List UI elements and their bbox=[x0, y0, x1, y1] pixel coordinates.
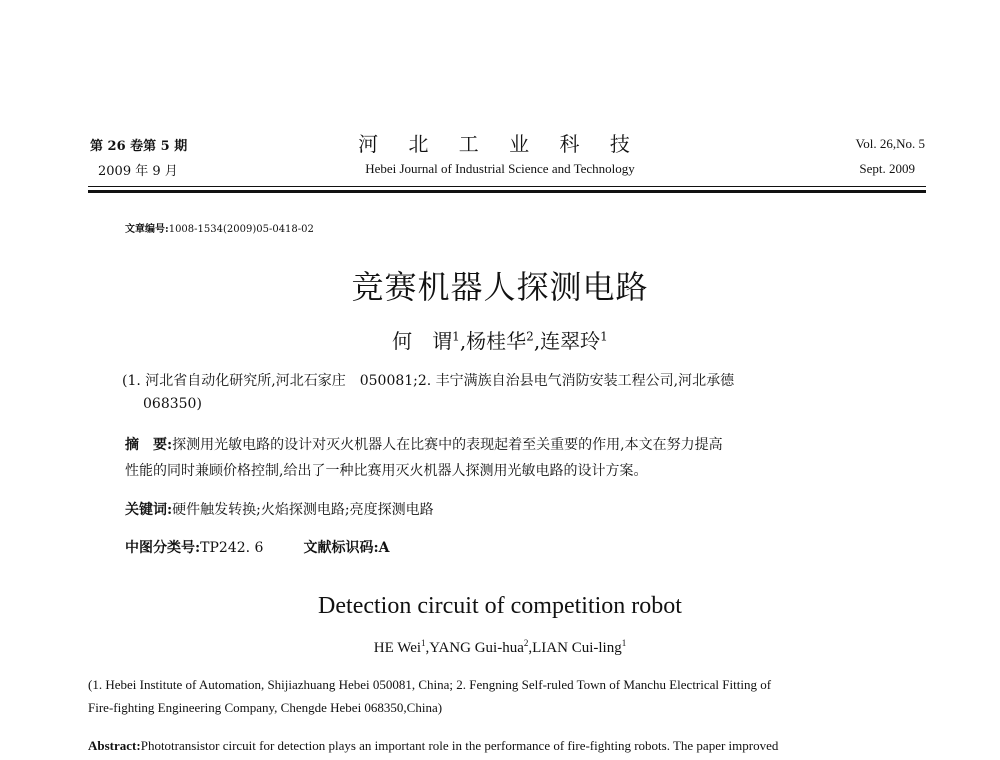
authors-en: HE Wei$^1$,YANG Gui-hua$^2$,LIAN Cui-ling$^1$ bbox=[373, 638, 627, 656]
keywords-cn-label: 关键词: bbox=[125, 502, 173, 518]
author-sup: 2 bbox=[526, 329, 534, 344]
author-sup: 1 bbox=[621, 638, 627, 648]
header-rule-thin bbox=[88, 186, 926, 187]
article-number bbox=[125, 220, 314, 235]
abstract-cn-label: 摘 要: bbox=[125, 437, 173, 453]
author-cn: 连翠玲 bbox=[540, 329, 601, 353]
abstract-cn-line2: 性能的同时兼顾价格控制,给出了一种比赛用灭火机器人探测用光敏电路的设计方案。 bbox=[125, 463, 648, 479]
abstract-en bbox=[88, 738, 778, 754]
journal-title-cn: 河 北 工 业 科 技 bbox=[358, 132, 642, 156]
header-rule-thick bbox=[88, 190, 926, 193]
affiliation-cn-line2: 068350) bbox=[143, 396, 202, 412]
abstract-cn-line1 bbox=[125, 434, 723, 454]
abstract-en-text: Phototransistor circuit for detection plays an important role in the performance of fire-fighting robots. The paper improved bbox=[140, 738, 779, 753]
author-sup: 1 bbox=[600, 329, 608, 344]
author-sup: 1 bbox=[452, 329, 460, 344]
author-cn: 何 谓 bbox=[392, 329, 453, 353]
author-sup: 2 bbox=[523, 638, 529, 648]
doc-code-label: 文献标识码: bbox=[303, 540, 379, 556]
affiliation-cn-line1: (1. 河北省自动化研究所,河北石家庄 050081;2. 丰宁满族自治县电气消防安装工程公司,河北承德 bbox=[122, 373, 735, 389]
affiliation-en-line2: Fire-fighting Engineering Company, Chengde Hebei 068350,China) bbox=[88, 700, 443, 715]
journal-title-en: Hebei Journal of Industrial Science and Technology bbox=[365, 161, 635, 176]
date-cn: 2009 年 9 月 bbox=[98, 164, 178, 179]
paper-title-cn: 竞赛机器人探测电路 bbox=[351, 268, 649, 306]
clc-value: TP242. 6 bbox=[200, 540, 264, 556]
article-number-label: 文章编号: bbox=[125, 224, 169, 235]
author-sup: 1 bbox=[421, 638, 426, 648]
date-en: Sept. 2009 bbox=[859, 161, 915, 176]
author-en: HE Wei bbox=[373, 640, 422, 656]
keywords-cn bbox=[125, 499, 434, 519]
keywords-cn-value: 硬件触发转换;火焰探测电路;亮度探测电路 bbox=[172, 502, 434, 518]
article-number-value: 1008-1534(2009)05-0418-02 bbox=[168, 224, 314, 235]
author-cn: 杨桂华 bbox=[466, 329, 527, 353]
clc-label: 中图分类号: bbox=[125, 540, 201, 556]
affiliation-en-line1: (1. Hebei Institute of Automation, Shijiazhuang Hebei 050081, China; 2. Fengning Self-ruled Town of Manchu Electrical Fitting of bbox=[88, 677, 772, 692]
paper-title-en: Detection circuit of competition robot bbox=[318, 593, 682, 619]
abstract-cn-text: 探测用光敏电路的设计对灭火机器人在比赛中的表现起着至关重要的作用,本文在努力提高 bbox=[172, 437, 723, 453]
classification-line bbox=[125, 537, 390, 557]
author-en: LIAN Cui-ling bbox=[532, 640, 622, 656]
issue-cn: 第 26 卷第 5 期 bbox=[90, 139, 188, 154]
author-en: YANG Gui-hua bbox=[429, 640, 524, 656]
volume-en: Vol. 26,No. 5 bbox=[855, 136, 925, 151]
doc-code-value: A bbox=[378, 540, 390, 556]
abstract-en-label: Abstract: bbox=[88, 738, 141, 753]
authors-cn: 何 谓$^1$,杨桂华$^2$,连翠玲$^1$ bbox=[392, 329, 608, 353]
